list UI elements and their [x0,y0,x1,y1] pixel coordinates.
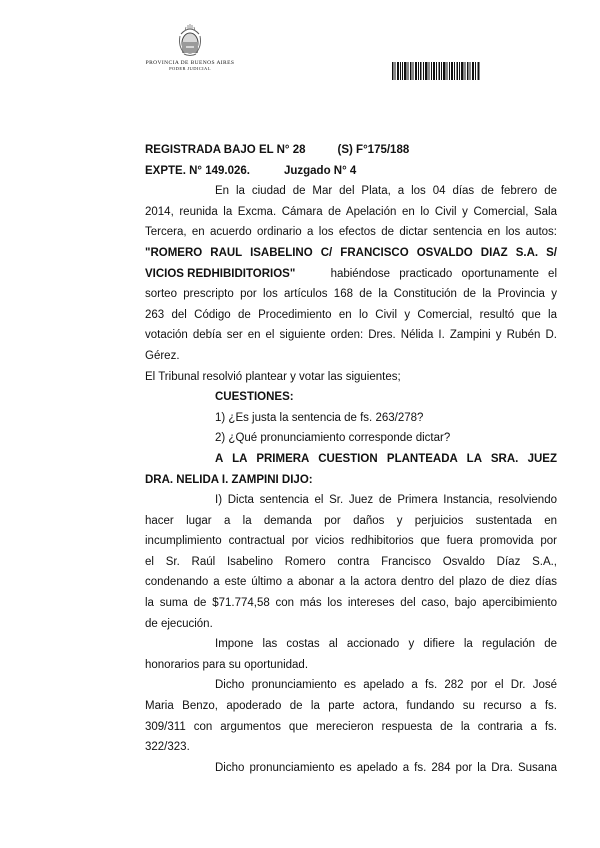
paragraph-line: 263 del Código de Procedimiento en lo Civil y Comercial, resultó que la [145,308,557,321]
document-body [145,140,557,778]
section-heading-2: DRA. NELIDA I. ZAMPINI DIJO: [145,473,313,486]
paragraph-line: Impone las costas al accionado y difiere la regulación de [215,638,557,651]
paragraph-line: Gérez. [145,349,180,362]
case-title-line-2 [145,264,557,285]
paragraph-line: El Tribunal resolvió plantear y votar las siguientes; [145,370,401,383]
paragraph-line: condenando a este último a abonar a la actora dentro del plazo de diez días [145,576,557,589]
paragraph-line: de ejecución. [145,617,213,630]
cuestiones-heading: CUESTIONES: [215,391,294,404]
expte-text: EXPTE. N° 149.026. [145,164,250,177]
provincia-logo [140,22,240,78]
registro-line [145,140,557,161]
paragraph-line: hacer lugar a la demanda por daños y perjuicios sustentada en [145,514,557,527]
question-2: 2) ¿Qué pronunciamiento corresponde dictar? [215,432,451,445]
paragraph-line: Dicho pronunciamiento es apelado a fs. 282 por el Dr. José [215,679,557,692]
paragraph-line: Maria Benzo, apoderado de la parte actora, fundando su recurso a fs. [145,700,557,713]
paragraph-line: Tercera, en acuerdo ordinario a los efectos de dictar sentencia en los autos: [145,226,557,239]
paragraph-line: la suma de $71.774,58 con más los intereses del caso, bajo apercibimiento [145,597,557,610]
section-heading: A LA PRIMERA CUESTION PLANTEADA LA SRA. JUEZ [215,452,557,465]
paragraph-line: votación debía ser en el siguiente orden: Dres. Nélida I. Zampini y Rubén D. [145,329,557,342]
paragraph-line: el Sr. Raúl Isabelino Romero contra Francisco Osvaldo Díaz S.A., [145,555,557,568]
juzgado-text: Juzgado N° 4 [283,164,357,177]
logo-text-poder: PODER JUDICIAL [169,66,211,71]
paragraph-line: incumplimiento contractual por vicios redhibitorios que fuera promovida por [145,535,557,548]
paragraph-line: honorarios para su oportunidad. [145,658,309,671]
barcode-icon [392,62,480,80]
logo-text-provincia: PROVINCIA DE BUENOS AIRES [145,60,235,66]
registrada-text: REGISTRADA BAJO EL N° 28 [145,144,306,156]
folio-text: (S) F°175/188 [337,144,410,156]
expte-line [145,161,557,182]
coat-of-arms-icon [177,22,203,58]
paragraph-line: 322/323. [145,741,190,754]
paragraph-line: I) Dicta sentencia el Sr. Juez de Primera Instancia, resolviendo [215,494,557,507]
question-1: 1) ¿Es justa la sentencia de fs. 263/278? [215,411,424,424]
paragraph-line: sorteo prescripto por los artículos 168 de la Constitución de la Provincia y [145,288,557,301]
paragraph-line: Dicho pronunciamiento es apelado a fs. 284 por la Dra. Susana [215,761,557,774]
case-title-end: VICIOS REDHIBIDITORIOS" [145,267,296,280]
paragraph-fragment: habiéndose practicado oportunamente el [321,267,557,280]
paragraph-line: En la ciudad de Mar del Plata, a los 04 días de febrero de [215,185,557,198]
paragraph-line: 309/311 con argumentos que merecieron respuesta de la contraria a fs. [145,720,557,733]
paragraph-line: 2014, reunida la Excma. Cámara de Apelación en lo Civil y Comercial, Sala [145,205,557,218]
case-title-line: "ROMERO RAUL ISABELINO C/ FRANCISCO OSVALDO DIAZ S.A. S/ [145,246,557,259]
